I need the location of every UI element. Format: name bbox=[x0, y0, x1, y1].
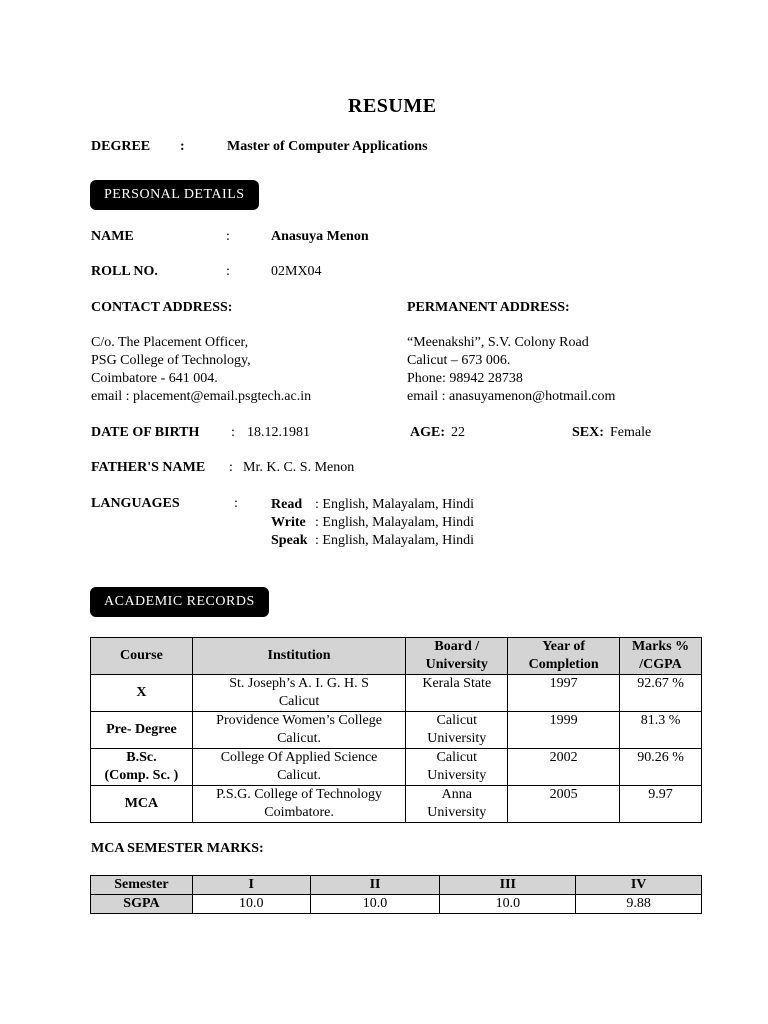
table-row bbox=[91, 675, 702, 712]
semester-table bbox=[90, 875, 702, 914]
cell-text: Coimbatore. bbox=[264, 805, 334, 820]
year-cell: 1997 bbox=[508, 675, 620, 712]
language-value: English, Malayalam, Hindi bbox=[322, 497, 475, 512]
name-colon: : bbox=[226, 229, 230, 244]
col-year bbox=[508, 638, 620, 675]
board-cell bbox=[406, 712, 508, 749]
contact-line: C/o. The Placement Officer, bbox=[91, 335, 249, 350]
contact-email: email : placement@email.psgtech.ac.in bbox=[91, 389, 312, 404]
father-label: FATHER'S NAME bbox=[91, 460, 206, 475]
col-board bbox=[406, 638, 508, 675]
dob-label: DATE OF BIRTH bbox=[91, 425, 200, 440]
cell-text: Calicut bbox=[436, 750, 477, 765]
contact-address bbox=[91, 334, 311, 406]
age-value: 22 bbox=[451, 425, 465, 440]
semester-col: II bbox=[310, 876, 440, 895]
header-text: University bbox=[425, 657, 488, 672]
header-text: Year of bbox=[542, 639, 586, 654]
col-marks bbox=[620, 638, 702, 675]
cell-text: Anna bbox=[441, 787, 472, 802]
semester-col: IV bbox=[576, 876, 702, 895]
semester-col: III bbox=[440, 876, 576, 895]
sgpa-label-cell: SGPA bbox=[91, 895, 193, 914]
marks-cell: 92.67 % bbox=[620, 675, 702, 712]
table-row bbox=[91, 786, 702, 823]
col-institution bbox=[192, 638, 406, 675]
roll-colon: : bbox=[226, 264, 230, 279]
personal-details-header: PERSONAL DETAILS bbox=[90, 180, 259, 210]
cell-text: College Of Applied Science bbox=[220, 750, 378, 765]
permanent-address-label: PERMANENT ADDRESS: bbox=[407, 300, 570, 315]
contact-line: PSG College of Technology, bbox=[91, 353, 251, 368]
marks-cell: 81.3 % bbox=[620, 712, 702, 749]
header-text: Completion bbox=[528, 657, 599, 672]
languages-colon: : bbox=[234, 496, 238, 511]
cell-text: St. Joseph’s A. I. G. H. S bbox=[229, 676, 369, 691]
language-sep: : bbox=[315, 497, 319, 512]
permanent-email: email : anasuyamenon@hotmail.com bbox=[407, 389, 616, 404]
cell-text: University bbox=[427, 805, 487, 820]
header-text: Marks % bbox=[631, 639, 690, 654]
sgpa-value: 10.0 bbox=[192, 895, 310, 914]
course-cell bbox=[91, 786, 193, 823]
permanent-line: “Meenakshi”, S.V. Colony Road bbox=[407, 335, 589, 350]
sgpa-value: 9.88 bbox=[576, 895, 702, 914]
language-read bbox=[271, 496, 474, 514]
board-cell bbox=[406, 786, 508, 823]
marks-cell: 9.97 bbox=[620, 786, 702, 823]
semester-label-cell: Semester bbox=[91, 876, 193, 895]
semester-col: I bbox=[192, 876, 310, 895]
institution-cell bbox=[192, 712, 406, 749]
roll-value: 02MX04 bbox=[271, 264, 322, 279]
cell-text: Calicut. bbox=[277, 731, 322, 746]
header-text: Institution bbox=[267, 648, 331, 663]
year-cell: 2002 bbox=[508, 749, 620, 786]
contact-address-label: CONTACT ADDRESS: bbox=[91, 300, 233, 315]
cell-text: Calicut. bbox=[277, 768, 322, 783]
course-cell bbox=[91, 712, 193, 749]
language-mode: Write bbox=[271, 515, 306, 530]
permanent-phone: Phone: 98942 28738 bbox=[407, 371, 523, 386]
father-colon: : bbox=[229, 460, 233, 475]
board-cell bbox=[406, 749, 508, 786]
sex-value: Female bbox=[610, 425, 652, 440]
language-write bbox=[271, 514, 474, 532]
father-value: Mr. K. C. S. Menon bbox=[243, 460, 355, 475]
contact-line: Coimbatore - 641 004. bbox=[91, 371, 218, 386]
sgpa-value: 10.0 bbox=[310, 895, 440, 914]
dob-colon: : bbox=[231, 425, 235, 440]
cell-text: MCA bbox=[124, 796, 159, 811]
languages-list bbox=[271, 496, 474, 550]
sex-label: SEX: bbox=[572, 425, 604, 440]
degree-colon: : bbox=[180, 139, 185, 154]
course-cell bbox=[91, 749, 193, 786]
language-mode: Speak bbox=[271, 533, 308, 548]
institution-cell bbox=[192, 749, 406, 786]
language-speak bbox=[271, 532, 474, 550]
board-cell bbox=[406, 675, 508, 712]
cell-text: Calicut bbox=[436, 713, 477, 728]
header-text: Board / bbox=[434, 639, 480, 654]
cell-text: University bbox=[427, 731, 487, 746]
language-mode: Read bbox=[271, 497, 303, 512]
academic-records-header: ACADEMIC RECORDS bbox=[90, 587, 269, 617]
name-label: NAME bbox=[91, 229, 134, 244]
header-text: /CGPA bbox=[639, 657, 682, 672]
degree-label: DEGREE bbox=[91, 139, 151, 154]
header-text: Course bbox=[120, 648, 163, 663]
cell-text: X bbox=[136, 685, 147, 700]
cell-text: P.S.G. College of Technology bbox=[216, 787, 383, 802]
resume-title: RESUME bbox=[348, 95, 437, 117]
table-row bbox=[91, 712, 702, 749]
dob-value: 18.12.1981 bbox=[247, 425, 310, 440]
semester-heading: MCA SEMESTER MARKS: bbox=[91, 841, 264, 856]
cell-text: Calicut bbox=[278, 694, 320, 709]
cell-text: (Comp. Sc. ) bbox=[104, 768, 179, 783]
name-value: Anasuya Menon bbox=[271, 229, 369, 244]
language-sep: : bbox=[315, 533, 319, 548]
table-row bbox=[91, 749, 702, 786]
degree-value: Master of Computer Applications bbox=[227, 139, 428, 154]
cell-text: University bbox=[427, 768, 487, 783]
course-cell bbox=[91, 675, 193, 712]
col-course bbox=[91, 638, 193, 675]
year-cell: 1999 bbox=[508, 712, 620, 749]
cell-text: Kerala State bbox=[422, 676, 492, 691]
institution-cell bbox=[192, 786, 406, 823]
permanent-line: Calicut – 673 006. bbox=[407, 353, 511, 368]
languages-label: LANGUAGES bbox=[91, 496, 180, 511]
academic-header-row bbox=[91, 638, 702, 675]
sgpa-row bbox=[91, 895, 702, 914]
language-value: English, Malayalam, Hindi bbox=[322, 515, 475, 530]
permanent-address bbox=[407, 334, 615, 406]
semester-header-row bbox=[91, 876, 702, 895]
institution-cell bbox=[192, 675, 406, 712]
sgpa-value: 10.0 bbox=[440, 895, 576, 914]
marks-cell: 90.26 % bbox=[620, 749, 702, 786]
age-label: AGE: bbox=[410, 425, 445, 440]
year-cell: 2005 bbox=[508, 786, 620, 823]
language-sep: : bbox=[315, 515, 319, 530]
cell-text: Pre- Degree bbox=[106, 722, 177, 737]
roll-label: ROLL NO. bbox=[91, 264, 158, 279]
language-value: English, Malayalam, Hindi bbox=[322, 533, 475, 548]
academic-table bbox=[90, 637, 702, 823]
cell-text: B.Sc. bbox=[126, 750, 157, 765]
cell-text: Providence Women’s College bbox=[216, 713, 382, 728]
